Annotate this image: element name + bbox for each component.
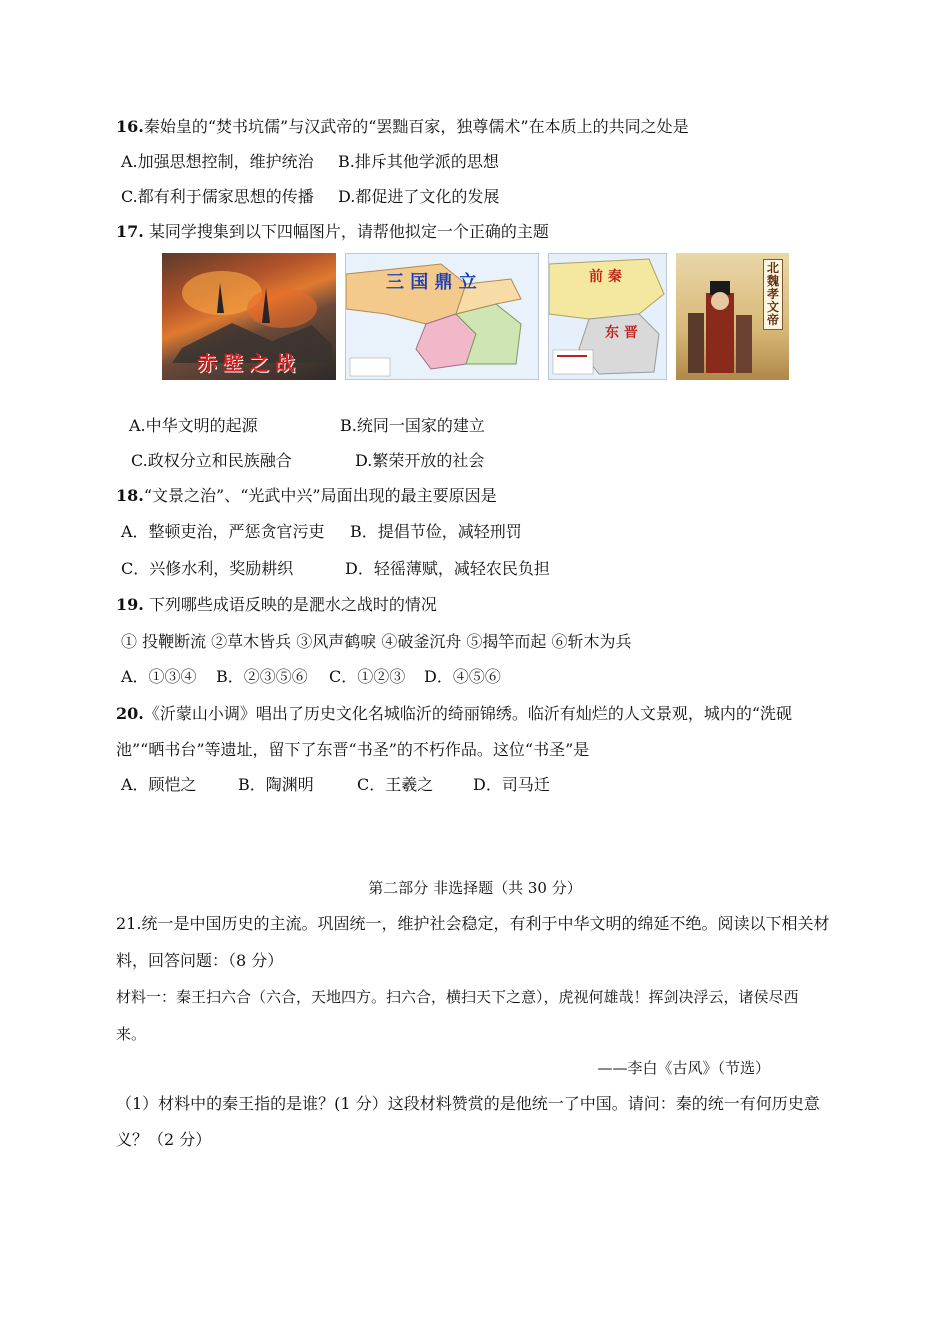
q19-stem-line — [116, 595, 437, 615]
three-kingdoms-map-image — [345, 253, 539, 380]
three-kingdoms-caption: 三 国 鼎 立 — [386, 272, 477, 293]
q16-stem: 秦始皇的“焚书坑儒”与汉武帝的“罢黜百家，独尊儒术”在本质上的共同之处是 — [143, 117, 689, 136]
eastern-jin-caption: 东 晋 — [605, 325, 638, 341]
q16-option-c: C.都有利于儒家思想的传播 — [121, 187, 314, 206]
q20-line-1 — [116, 704, 792, 724]
q17-stem-line — [116, 222, 549, 242]
material1-source: ——李白《古风》（节选） — [597, 1059, 770, 1077]
q19-option-c: C．①②③ — [329, 667, 406, 686]
q21-sub1-line-1: （1）材料中的秦王指的是谁？(1 分）这段材料赞赏的是他统一了中国。请问：秦的统一有何历史意 — [116, 1094, 820, 1113]
q20-number: 20. — [116, 704, 144, 723]
q16-option-b: B.排斥其他学派的思想 — [338, 152, 499, 171]
q17-option-a: A.中华文明的起源 — [129, 416, 258, 435]
q17-number: 17. — [116, 222, 144, 241]
q16-option-a: A.加强思想控制，维护统治 — [121, 152, 314, 171]
q19-items: ① 投鞭断流 ②草木皆兵 ③风声鹤唳 ④破釜沉舟 ⑤揭竿而起 ⑥斩木为兵 — [121, 632, 632, 651]
material1-line-1: 材料一：秦王扫六合（六合，天地四方。扫六合，横扫天下之意），虎视何雄哉！挥剑决浮云，诸侯尽西 — [116, 988, 799, 1006]
q20-option-b: B．陶渊明 — [238, 775, 314, 794]
q20-option-d: D．司马迁 — [473, 775, 550, 794]
q19-option-d: D．④⑤⑥ — [424, 667, 501, 686]
chibi-battle-image — [162, 253, 336, 380]
q20-text-2: 池”“晒书台”等遗址，留下了东晋“书圣”的不朽作品。这位“书圣”是 — [116, 740, 590, 759]
q18-option-d: D．轻徭薄赋，减轻农民负担 — [345, 559, 550, 578]
former-qin-caption: 前 秦 — [589, 269, 622, 285]
q18-option-b: B．提倡节俭，减轻刑罚 — [350, 522, 522, 541]
q20-option-c: C．王羲之 — [357, 775, 434, 794]
q21-line-2: 料，回答问题：（8 分） — [116, 951, 284, 970]
part2-heading: 第二部分 非选择题（共 30 分） — [368, 879, 582, 897]
q17-option-c: C.政权分立和民族融合 — [131, 451, 292, 470]
emperor-xiaowen-caption: 北魏孝文帝 — [763, 259, 783, 330]
q18-option-a: A．整顿吏治，严惩贪官污吏 — [121, 522, 325, 541]
q21-sub1-line-2: 义？（2 分） — [116, 1130, 212, 1149]
q19-stem: 下列哪些成语反映的是淝水之战时的情况 — [143, 595, 437, 614]
q17-stem: 某同学搜集到以下四幅图片，请帮他拟定一个正确的主题 — [143, 222, 549, 241]
q18-stem-line — [116, 486, 497, 506]
q18-number: 18. — [116, 486, 144, 505]
q16-stem-line — [116, 117, 689, 137]
q17-option-b: B.统同一国家的建立 — [340, 416, 485, 435]
q19-option-a: A．①③④ — [121, 667, 197, 686]
q18-option-c: C．兴修水利，奖励耕织 — [121, 559, 294, 578]
q17-option-d: D.繁荣开放的社会 — [355, 451, 485, 470]
q19-option-b: B．②③⑤⑥ — [216, 667, 308, 686]
chibi-caption: 赤壁之战 — [197, 351, 301, 375]
q19-number: 19. — [116, 595, 144, 614]
q20-option-a: A．顾恺之 — [121, 775, 197, 794]
q16-number: 16. — [116, 117, 144, 136]
emperor-xiaowen-image — [676, 253, 789, 380]
qin-jin-map-image — [548, 253, 667, 380]
q21-line-1: 21.统一是中国历史的主流。巩固统一，维护社会稳定，有利于中华文明的绵延不绝。阅读以下相关材 — [116, 914, 830, 933]
q20-text-1: 《沂蒙山小调》唱出了历史文化名城临沂的绮丽锦绣。临沂有灿烂的人文景观，城内的“洗砚 — [143, 704, 793, 723]
q18-stem: “文景之治”、“光武中兴”局面出现的最主要原因是 — [143, 486, 497, 505]
q16-option-d: D.都促进了文化的发展 — [338, 187, 500, 206]
material1-line-2: 来。 — [116, 1025, 147, 1043]
